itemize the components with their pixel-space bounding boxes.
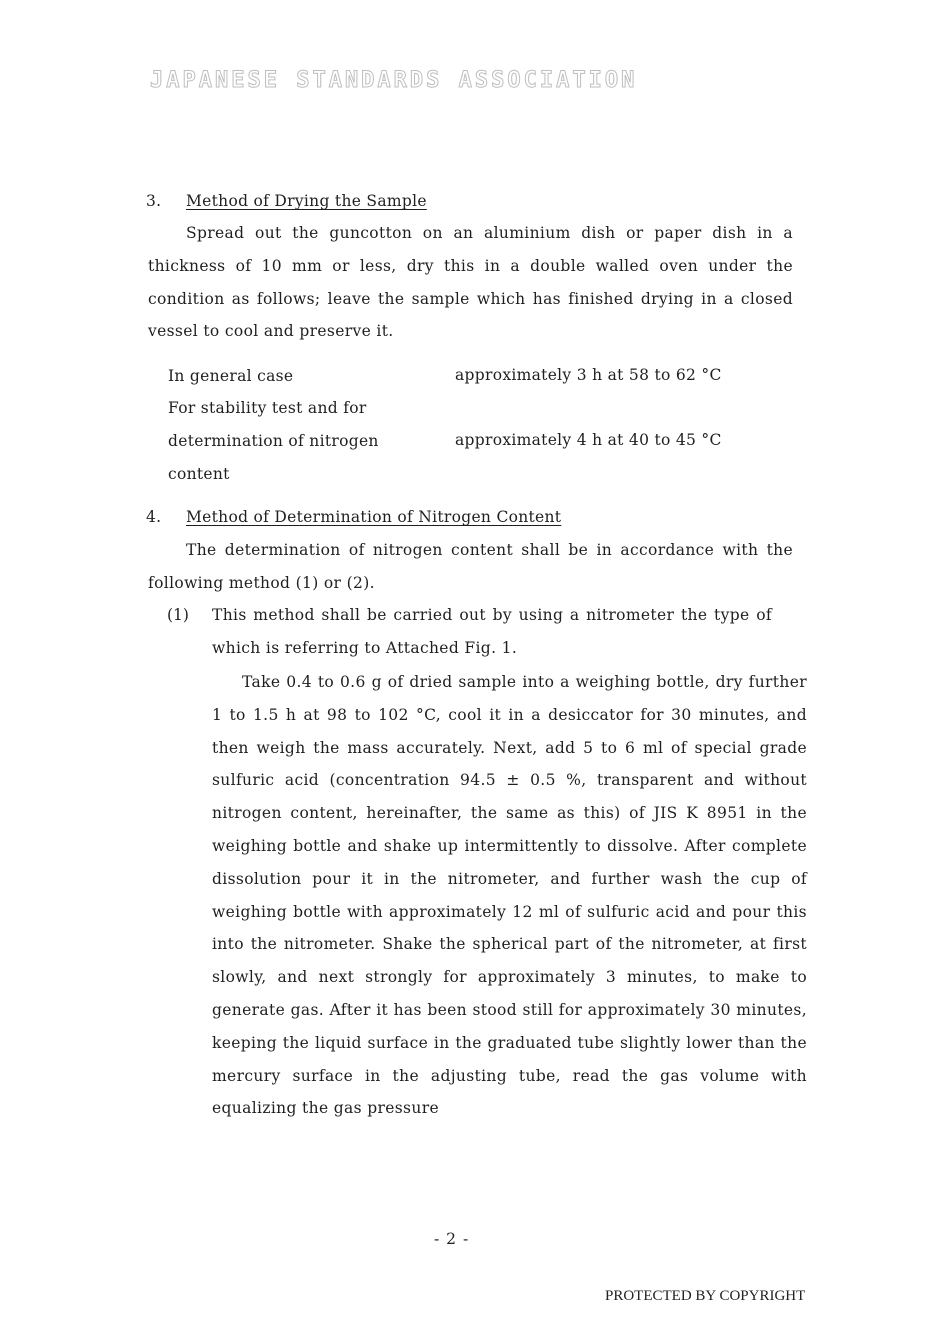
item-1-intro: This method shall be carried out by using a nitrometer the type of which is referring to Attached Fig. 1. bbox=[212, 606, 772, 657]
condition-1-label: In general case bbox=[168, 367, 294, 385]
condition-2-label: For stability test and for determination of nitrogen content bbox=[168, 399, 379, 483]
copyright-notice: PROTECTED BY COPYRIGHT bbox=[605, 1288, 806, 1304]
condition-1-value: approximately 3 h at 58 to 62 °C bbox=[455, 366, 722, 384]
item-1-body: Take 0.4 to 0.6 g of dried sample into a weighing bottle, dry further 1 to 1.5 h at 98 to 102 °C, cool it in a desiccator for 30 minutes, and then weigh the mass accurately. Next, add 5 to 6 ml of special grade sulfuric acid (concentration 94.5 ± 0.5 %, transparent and without nitrogen content, hereinafter, the same as this) of JIS K 8951 in the weighing bottle and shake up intermittently to dissolve. After complete dissolution pour it in the nitrometer, and further wash the cup of weighing bottle with approximately 12 ml of sulfuric acid and pour this into the nitrometer. Shake the spherical part of the nitrometer, at first slowly, and next strongly for approximately 3 minutes, to make to generate gas. After it has been stood still for approximately 30 minutes, keeping the liquid surface in the graduated tube slightly lower than the mercury surface in the adjusting tube, read the gas volume with equalizing the gas pressure bbox=[212, 673, 807, 1118]
section-3-body: Spread out the guncotton on an aluminium dish or paper dish in a thickness of 10 mm or less, dry this in a double walled oven under the condition as follows; leave the sample which has finished drying in a closed vessel to cool and preserve it. bbox=[148, 224, 793, 341]
section-4-body: The determination of nitrogen content shall be in accordance with the following method (1) or (2). bbox=[148, 541, 793, 592]
section-3-title: Method of Drying the Sample bbox=[186, 192, 427, 210]
page-number: - 2 - bbox=[434, 1230, 470, 1248]
item-1-marker: (1) bbox=[167, 606, 189, 624]
section-4-title: Method of Determination of Nitrogen Content bbox=[186, 508, 562, 526]
section-4-heading bbox=[146, 508, 561, 526]
section-3-number: 3. bbox=[146, 192, 162, 210]
condition-2-value: approximately 4 h at 40 to 45 °C bbox=[455, 431, 722, 449]
watermark-header: JAPANESE STANDARDS ASSOCIATION bbox=[150, 68, 638, 93]
section-3-heading bbox=[146, 192, 427, 210]
section-4-number: 4. bbox=[146, 508, 162, 526]
